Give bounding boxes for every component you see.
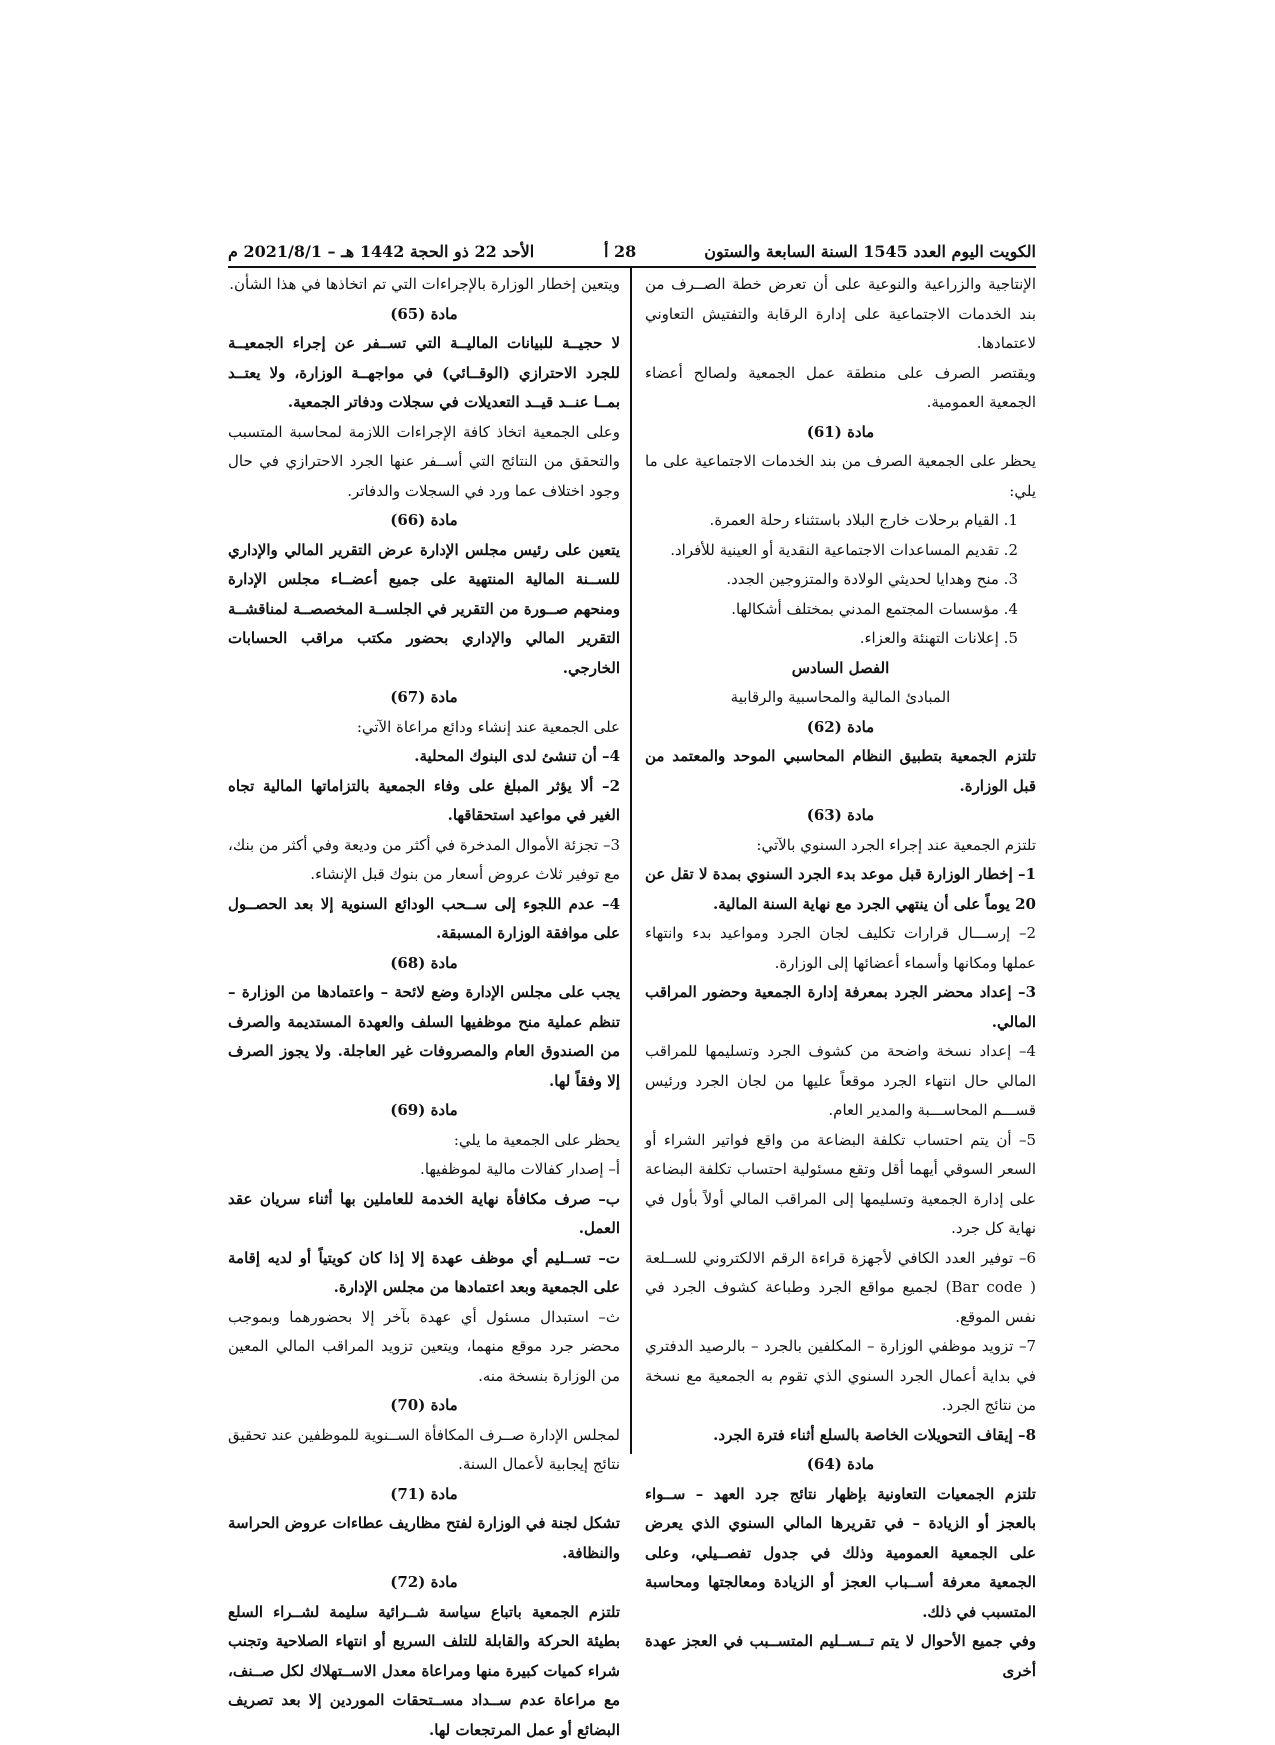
article-heading: مادة (68) (228, 949, 620, 979)
list-item: 6– توفير العدد الكافي لأجهزة قراءة الرقم الالكتروني للســلعة ( Bar code) لجميع مواقع الجرد وطباعة كشوف الجرد في نفس الموقع. (645, 1244, 1036, 1333)
list-item: 2– ألا يؤثر المبلغ على وفاء الجمعية بالتزاماتها المالية تجاه الغير في مواعيد استحقاقها. (228, 772, 620, 831)
list-item: 2– إرســـال قرارات تكليف لجان الجرد ومواعيد بدء وانتهاء عملها ومكانها وأسماء أعضائها إلى الوزارة. (645, 919, 1036, 978)
header-page-number: 28 أ (604, 242, 636, 261)
paragraph: لمجلس الإدارة صــرف المكافأة الســنوية للموظفين عند تحقيق نتائج إيجابية لأعمال السنة. (228, 1421, 620, 1480)
list-item: 4– عدم اللجوء إلى ســحب الودائع السنوية إلا بعد الحصــول على موافقة الوزارة المسبقة. (228, 890, 620, 949)
paragraph: الإنتاجية والزراعية والنوعية على أن تعرض خطة الصــرف من بند الخدمات الاجتماعية على إدارة الرقابة والتفتيش التعاوني لاعتمادها. (645, 270, 1036, 359)
article-heading: مادة (67) (228, 683, 620, 713)
list-item: 8– إيقاف التحويلات الخاصة بالسلع أثناء فترة الجرد. (645, 1421, 1036, 1451)
paragraph: يتعين على رئيس مجلس الإدارة عرض التقرير المالي والإداري للســنة المالية المنتهية على جميع أعضــاء مجلس الإدارة ومنحهم صــورة من التقرير في الجلســة المخصصــة لمناقشــة التقرير المالي والإداري بحضور مكتب مراقب الحسابات الخارجي. (228, 536, 620, 684)
article-heading: مادة (62) (645, 713, 1036, 743)
paragraph: يحظر على الجمعية ما يلي: (228, 1126, 620, 1156)
list-item: ت– تســليم أي موظف عهدة إلا إذا كان كويتياً أو لديه إقامة على الجمعية وبعد اعتمادها من مجلس الإدارة. (228, 1244, 620, 1303)
list-item: أ– إصدار كفالات مالية لموظفيها. (228, 1155, 620, 1185)
paragraph: تلتزم الجمعية بتطبيق النظام المحاسبي الموحد والمعتمد من قبل الوزارة. (645, 742, 1036, 801)
list-item: 3. منح وهدايا لحديثي الولادة والمتزوجين الجدد. (645, 565, 1036, 595)
header-rule (228, 266, 1036, 268)
paragraph: تلتزم الجمعية عند إجراء الجرد السنوي بالآتي: (645, 831, 1036, 861)
list-item: ث– استبدال مسئول أي عهدة بآخر إلا بحضورهما وبموجب محضر جرد موقع منهما، ويتعين تزويد المراقب المالي المعين من الوزارة بنسخة منه. (228, 1303, 620, 1392)
list-item: 5– أن يتم احتساب تكلفة البضاعة من واقع فواتير الشراء أو السعر السوقي أيهما أقل وتقع مسئولية احتساب تكلفة البضاعة على إدارة الجمعية وتسليمها إلى المراقب المالي أولاً بأول في نهاية كل جرد. (645, 1126, 1036, 1244)
paragraph: وعلى الجمعية اتخاذ كافة الإجراءات اللازمة لمحاسبة المتسبب والتحقق من النتائج التي أســفر عنها الجرد الاحترازي في حال وجود اختلاف عما ورد في السجلات والدفاتر. (228, 418, 620, 507)
paragraph: على الجمعية عند إنشاء ودائع مراعاة الآتي: (228, 713, 620, 743)
right-column (645, 270, 1036, 1686)
article-heading: مادة (64) (645, 1450, 1036, 1480)
article-heading: مادة (71) (228, 1480, 620, 1510)
list-item: 5. إعلانات التهنئة والعزاء. (645, 624, 1036, 654)
list-item: 7– تزويد موظفي الوزارة – المكلفين بالجرد – بالرصيد الدفتري في بداية أعمال الجرد السنوي الذي تقوم به الجمعية مع نسخة من نتائج الجرد. (645, 1332, 1036, 1421)
list-item: 4. مؤسسات المجتمع المدني بمختلف أشكالها. (645, 595, 1036, 625)
paragraph: يجب على مجلس الإدارة وضع لائحة – واعتمادها من الوزارة – تنظم عملية منح موظفيها السلف والعهدة المستديمة والصرف من الصندوق العام والمصروفات غير العاجلة. ولا يجوز الصرف إلا وفقاً لها. (228, 978, 620, 1096)
column-divider (630, 266, 632, 1454)
article-heading: مادة (61) (645, 418, 1036, 448)
article-heading: مادة (65) (228, 300, 620, 330)
list-item: 3– تجزئة الأموال المدخرة في أكثر من وديعة وفي أكثر من بنك، مع توفير ثلاث عروض أسعار من بنوك قبل الإنشاء. (228, 831, 620, 890)
paragraph: تلتزم الجمعيات التعاونية بإظهار نتائج جرد العهد – ســواء بالعجز أو الزيادة – في تقريرها المالي السنوي الذي يعرض على الجمعية العمومية وذلك في جدول تفصــيلي، وعلى الجمعية معرفة أســباب العجز أو الزيادة ومعالجتها ومحاسبة المتسبب في ذلك. (645, 1480, 1036, 1628)
list-item: 4– أن تنشئ لدى البنوك المحلية. (228, 742, 620, 772)
article-heading: مادة (63) (645, 801, 1036, 831)
list-item: 2. تقديم المساعدات الاجتماعية النقدية أو العينية للأفراد. (645, 536, 1036, 566)
list-item: 1– إخطار الوزارة قبل موعد بدء الجرد السنوي بمدة لا تقل عن 20 يوماً على أن ينتهي الجرد مع نهاية السنة المالية. (645, 860, 1036, 919)
paragraph: لا حجيــة للبيانات الماليــة التي تســفر عن إجراء الجمعيــة للجرد الاحترازي (الوقــائي) في مواجهــة الوزارة، ولا يعتــد بمــا عنــد قيــد التعديلات في سجلات ودفاتر الجمعية. (228, 329, 620, 418)
left-column (228, 270, 620, 1745)
paragraph: تشكل لجنة في الوزارة لفتح مظاريف عطاءات عروض الحراسة والنظافة. (228, 1509, 620, 1568)
chapter-heading: الفصل السادس (645, 654, 1036, 684)
list-item: 4– إعداد نسخة واضحة من كشوف الجرد وتسليمها للمراقب المالي حال انتهاء الجرد موقعاً عليها من لجان الجرد ورئيس قســـم المحاســـبة والمدير العام. (645, 1037, 1036, 1126)
article-heading: مادة (72) (228, 1568, 620, 1598)
paragraph: وفي جميع الأحوال لا يتم تــســليم المتســبب في العجز عهدة أخرى (645, 1627, 1036, 1686)
paragraph: ويقتصر الصرف على منطقة عمل الجمعية ولصالح أعضاء الجمعية العمومية. (645, 359, 1036, 418)
page-header (228, 236, 1036, 266)
header-date: الأحد 22 ذو الحجة 1442 هـ – 2021/8/1 م (228, 242, 534, 261)
list-item: ب– صرف مكافأة نهاية الخدمة للعاملين بها أثناء سريان عقد العمل. (228, 1185, 620, 1244)
chapter-subtitle: المبادئ المالية والمحاسبية والرقابية (645, 683, 1036, 713)
header-publication: الكويت اليوم العدد 1545 السنة السابعة والستون (704, 242, 1036, 261)
paragraph: ويتعين إخطار الوزارة بالإجراءات التي تم اتخاذها في هذا الشأن. (228, 270, 620, 300)
article-heading: مادة (66) (228, 506, 620, 536)
article-heading: مادة (69) (228, 1096, 620, 1126)
paragraph: تلتزم الجمعية باتباع سياسة شــرائية سليمة لشــراء السلع بطيئة الحركة والقابلة للتلف السريع أو انتهاء الصلاحية وتجنب شراء كميات كبيرة منها ومراعاة معدل الاســتهلاك لكل صــنف، مع مراعاة عدم ســداد مســتحقات الموردين إلا بعد تصريف البضائع أو عمل المرتجعات لها. (228, 1598, 620, 1745)
list-item: 1. القيام برحلات خارج البلاد باستثناء رحلة العمرة. (645, 506, 1036, 536)
paragraph: يحظر على الجمعية الصرف من بند الخدمات الاجتماعية على ما يلي: (645, 447, 1036, 506)
article-heading: مادة (70) (228, 1391, 620, 1421)
list-item: 3– إعداد محضر الجرد بمعرفة إدارة الجمعية وحضور المراقب المالي. (645, 978, 1036, 1037)
